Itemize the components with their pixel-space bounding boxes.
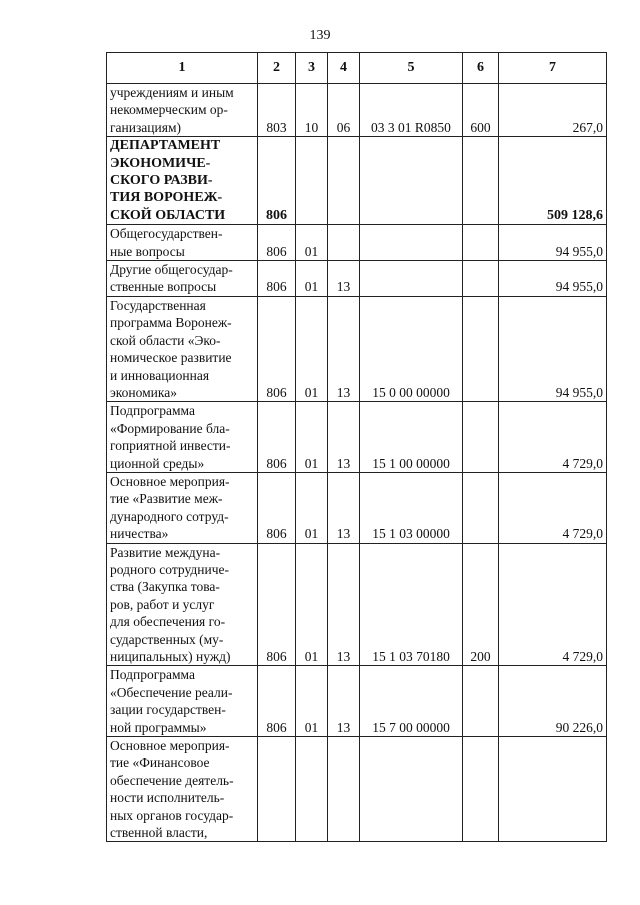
row-target-article: 15 1 03 00000 <box>360 472 463 543</box>
row-ministry-code: 806 <box>258 402 296 473</box>
row-subsection-code: 13 <box>328 666 360 737</box>
header-col-7: 7 <box>499 53 607 84</box>
row-amount: 4 729,0 <box>499 402 607 473</box>
row-amount: 94 955,0 <box>499 296 607 401</box>
row-target-article: 03 3 01 R0850 <box>360 84 463 137</box>
row-section-code: 01 <box>296 472 328 543</box>
table-row <box>107 137 607 225</box>
row-section-code <box>296 137 328 225</box>
row-section-code: 10 <box>296 84 328 137</box>
row-target-article <box>360 737 463 842</box>
row-target-article <box>360 225 463 261</box>
row-expense-type: 600 <box>463 84 499 137</box>
row-description: Подпрограмма «Формирование бла- гоприятной инвести- ционной среды» <box>107 402 258 473</box>
row-subsection-code <box>328 137 360 225</box>
table-row <box>107 737 607 842</box>
row-description: Подпрограмма «Обеспечение реали- зации государствен- ной программы» <box>107 666 258 737</box>
header-row <box>107 53 607 84</box>
header-col-1: 1 <box>107 53 258 84</box>
table-row <box>107 402 607 473</box>
row-ministry-code: 803 <box>258 84 296 137</box>
row-ministry-code: 806 <box>258 225 296 261</box>
row-section-code <box>296 737 328 842</box>
row-expense-type <box>463 472 499 543</box>
row-expense-type <box>463 261 499 297</box>
row-amount <box>499 737 607 842</box>
row-description: ДЕПАРТАМЕНТ ЭКОНОМИЧЕ- СКОГО РАЗВИ- ТИЯ ВОРОНЕЖ- СКОЙ ОБЛАСТИ <box>107 137 258 225</box>
table-row <box>107 296 607 401</box>
header-col-6: 6 <box>463 53 499 84</box>
row-target-article: 15 7 00 00000 <box>360 666 463 737</box>
row-section-code: 01 <box>296 402 328 473</box>
row-section-code: 01 <box>296 666 328 737</box>
row-amount: 90 226,0 <box>499 666 607 737</box>
row-description: Государственная программа Воронеж- ской области «Эко- номическое развитие и инновационная экономика» <box>107 296 258 401</box>
page-number: 139 <box>309 28 331 43</box>
row-expense-type <box>463 296 499 401</box>
row-amount: 267,0 <box>499 84 607 137</box>
row-target-article <box>360 137 463 225</box>
row-expense-type: 200 <box>463 543 499 666</box>
header-col-3: 3 <box>296 53 328 84</box>
row-subsection-code: 13 <box>328 543 360 666</box>
row-subsection-code: 13 <box>328 402 360 473</box>
row-description: Общегосударствен- ные вопросы <box>107 225 258 261</box>
table-row <box>107 84 607 137</box>
row-ministry-code: 806 <box>258 261 296 297</box>
row-expense-type <box>463 225 499 261</box>
table-row <box>107 261 607 297</box>
row-description: учреждениям и иным некоммерческим ор- ганизациям) <box>107 84 258 137</box>
row-expense-type <box>463 737 499 842</box>
row-description: Основное мероприя- тие «Финансовое обеспечение деятель- ности исполнитель- ных органов государ- ственной власти, <box>107 737 258 842</box>
row-section-code: 01 <box>296 225 328 261</box>
row-subsection-code: 13 <box>328 472 360 543</box>
row-description: Развитие междуна- родного сотрудниче- ства (Закупка това- ров, работ и услуг для обеспечения го- сударственных (му- ниципальных) нужд) <box>107 543 258 666</box>
table-row <box>107 225 607 261</box>
row-subsection-code <box>328 225 360 261</box>
row-ministry-code: 806 <box>258 666 296 737</box>
row-target-article: 15 1 00 00000 <box>360 402 463 473</box>
row-amount: 4 729,0 <box>499 472 607 543</box>
row-ministry-code: 806 <box>258 137 296 225</box>
row-ministry-code: 806 <box>258 296 296 401</box>
row-description: Основное мероприя- тие «Развитие меж- дународного сотруд- ничества» <box>107 472 258 543</box>
row-subsection-code: 13 <box>328 261 360 297</box>
table-row <box>107 666 607 737</box>
header-col-4: 4 <box>328 53 360 84</box>
table-row <box>107 543 607 666</box>
row-description: Другие общегосудар- ственные вопросы <box>107 261 258 297</box>
header-col-2: 2 <box>258 53 296 84</box>
row-section-code: 01 <box>296 296 328 401</box>
header-col-5: 5 <box>360 53 463 84</box>
table-row <box>107 472 607 543</box>
row-subsection-code: 06 <box>328 84 360 137</box>
row-expense-type <box>463 666 499 737</box>
row-target-article: 15 1 03 70180 <box>360 543 463 666</box>
row-section-code: 01 <box>296 261 328 297</box>
row-subsection-code <box>328 737 360 842</box>
row-ministry-code <box>258 737 296 842</box>
row-target-article: 15 0 00 00000 <box>360 296 463 401</box>
row-amount: 94 955,0 <box>499 225 607 261</box>
budget-table <box>106 52 607 842</box>
row-target-article <box>360 261 463 297</box>
row-ministry-code: 806 <box>258 543 296 666</box>
row-amount: 94 955,0 <box>499 261 607 297</box>
row-amount: 4 729,0 <box>499 543 607 666</box>
row-section-code: 01 <box>296 543 328 666</box>
row-expense-type <box>463 402 499 473</box>
row-expense-type <box>463 137 499 225</box>
row-amount: 509 128,6 <box>499 137 607 225</box>
row-ministry-code: 806 <box>258 472 296 543</box>
row-subsection-code: 13 <box>328 296 360 401</box>
